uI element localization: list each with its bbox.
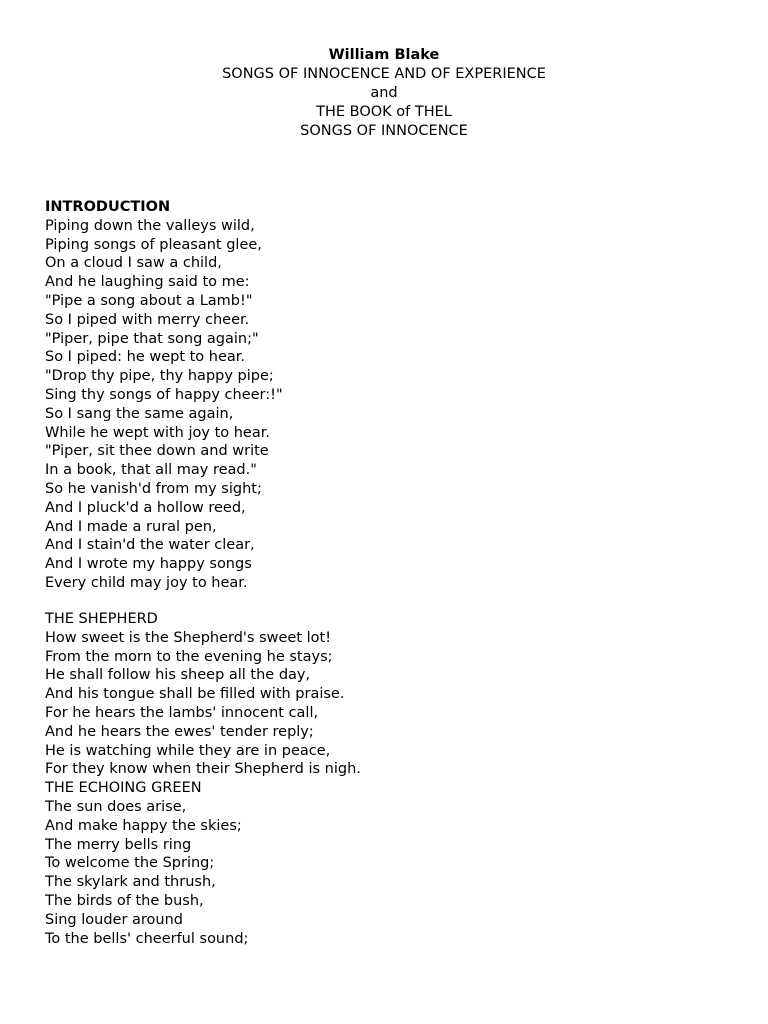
poem-line: Sing thy songs of happy cheer:!" <box>45 386 283 403</box>
collection-title: SONGS OF INNOCENCE AND OF EXPERIENCE <box>222 66 546 82</box>
poem-line: So I sang the same again, <box>45 405 234 422</box>
section-title: SONGS OF INNOCENCE <box>300 123 468 139</box>
poem-line: And I wrote my happy songs <box>45 556 252 573</box>
poem-line: "Pipe a song about a Lamb!" <box>45 292 253 309</box>
poem-line: So I piped: he wept to hear. <box>45 349 246 366</box>
poem-line: The skylark and thrush, <box>45 874 216 891</box>
poem-line: To the bells' cheerful sound; <box>45 930 249 947</box>
poem-heading: THE SHEPHERD <box>45 611 158 627</box>
poem-line: And he hears the ewes' tender reply; <box>45 723 314 740</box>
poem-line: So I piped with merry cheer. <box>45 311 250 328</box>
poem-shepherd <box>45 610 745 948</box>
poem-line: In a book, that all may read." <box>45 462 257 479</box>
poem-line: "Piper, pipe that song again;" <box>45 330 259 347</box>
poem-line: Sing louder around <box>45 911 184 928</box>
poem-line: And I made a rural pen, <box>45 518 217 535</box>
book-title: THE BOOK of THEL <box>316 104 452 120</box>
poem-line: How sweet is the Shepherd's sweet lot! <box>45 629 332 646</box>
poem-line: For they know when their Shepherd is nigh. <box>45 761 361 778</box>
title-conjunction: and <box>370 85 398 101</box>
poem-heading-echoing-green: THE ECHOING GREEN <box>45 780 202 797</box>
poem-line: He is watching while they are in peace, <box>45 742 331 759</box>
poem-line: Piping songs of pleasant glee, <box>45 236 262 253</box>
poem-line: Piping down the valleys wild, <box>45 217 255 234</box>
poem-introduction <box>45 198 745 593</box>
poem-line: The birds of the bush, <box>45 892 204 909</box>
poem-line: And his tongue shall be filled with praise. <box>45 686 345 703</box>
poem-line: Every child may joy to hear. <box>45 574 248 591</box>
poem-line: To welcome the Spring; <box>45 855 215 872</box>
poem-line: "Drop thy pipe, thy happy pipe; <box>45 368 274 385</box>
poem-line: He shall follow his sheep all the day, <box>45 667 311 684</box>
poem-line: The merry bells ring <box>45 836 192 853</box>
poem-line: While he wept with joy to hear. <box>45 424 270 441</box>
poem-line: And I pluck'd a hollow reed, <box>45 499 246 516</box>
poem-line: So he vanish'd from my sight; <box>45 480 262 497</box>
poem-line: And I stain'd the water clear, <box>45 537 255 554</box>
poem-line: And he laughing said to me: <box>45 274 250 291</box>
poem-line: For he hears the lambs' innocent call, <box>45 704 319 721</box>
poem-line: On a cloud I saw a child, <box>45 255 222 272</box>
poem-line: From the morn to the evening he stays; <box>45 648 333 665</box>
poem-line: And make happy the skies; <box>45 817 242 834</box>
poem-line: The sun does arise, <box>45 798 187 815</box>
author-name: William Blake <box>328 47 440 63</box>
poem-heading: INTRODUCTION <box>45 199 171 215</box>
title-block <box>0 46 768 141</box>
poem-line: "Piper, sit thee down and write <box>45 443 269 460</box>
